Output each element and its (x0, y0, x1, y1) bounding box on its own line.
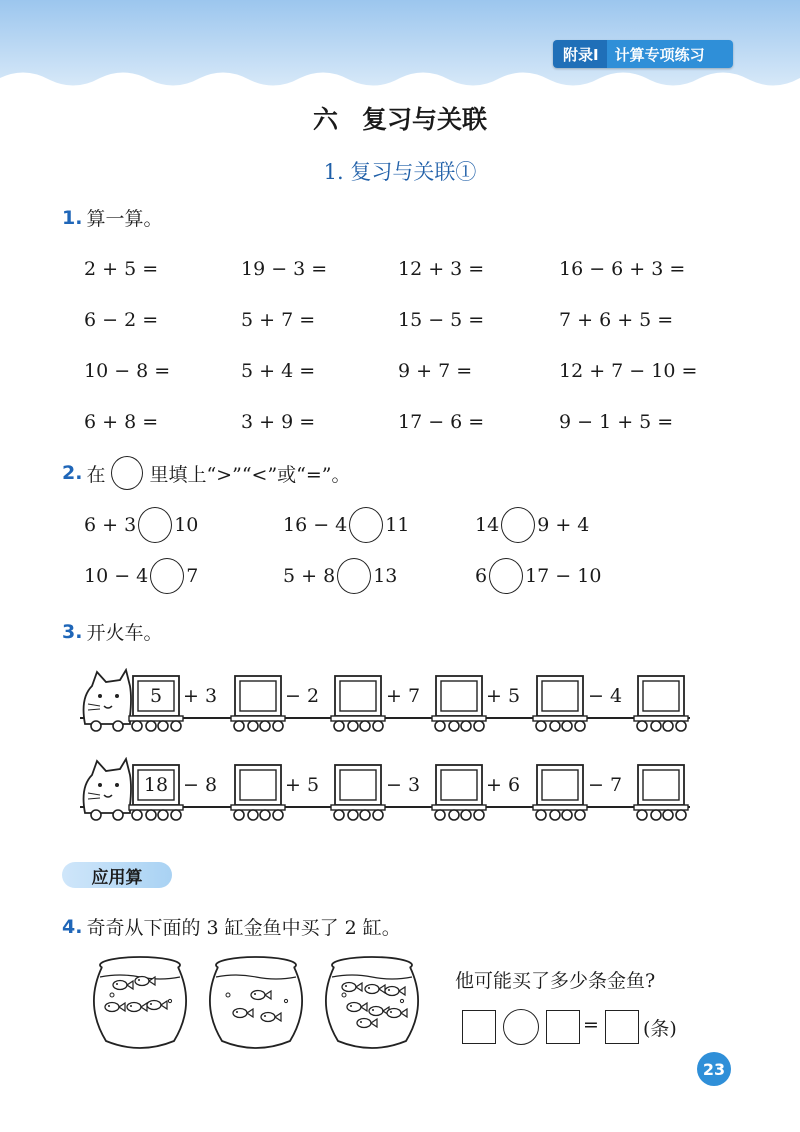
q1-prompt: 算一算。 (86, 208, 163, 230)
train-answer-box[interactable] (340, 681, 376, 711)
q2-heading (62, 456, 351, 490)
q2-prompt-b: 里填上“>”“<”或“=”。 (149, 463, 351, 486)
q4-heading (62, 913, 401, 940)
q4-number: 4. (62, 915, 83, 938)
q4-prompt: 奇奇从下面的 3 缸金鱼中买了 2 缸。 (86, 917, 401, 939)
chapter-title (0, 100, 800, 136)
train-answer-box[interactable] (542, 681, 578, 711)
equation-2-1: 6 − 2 = (84, 309, 159, 331)
compare-right: 11 (385, 514, 410, 536)
chapter-number: 六 (312, 105, 338, 134)
compare-blank-circle[interactable] (501, 507, 535, 543)
q2-prompt-a: 在 (86, 463, 106, 486)
compare-left: 6 (475, 565, 488, 587)
compare-right: 13 (373, 565, 398, 587)
train-answer-box[interactable] (240, 770, 276, 800)
equation-4-2: 3 + 9 = (241, 411, 316, 433)
train-start-value: 18 (143, 774, 169, 796)
cat-engine-icon (84, 670, 131, 731)
equation-1-4: 16 − 6 + 3 = (559, 258, 686, 280)
train-operation: + 5 (285, 774, 320, 796)
q2-number: 2. (62, 462, 83, 484)
train-operation: − 4 (588, 685, 623, 707)
train-operation: + 3 (183, 685, 218, 707)
lesson-title: 1. 复习与关联① (323, 160, 477, 184)
train-answer-box[interactable] (643, 770, 679, 800)
compare-left: 5 + 8 (283, 565, 336, 587)
equation-1-2: 19 − 3 = (241, 258, 328, 280)
train-answer-box[interactable] (643, 681, 679, 711)
compare-item-3 (475, 507, 589, 543)
compare-left: 6 + 3 (84, 514, 137, 536)
q3-prompt: 开火车。 (86, 622, 163, 644)
equation-3-4: 12 + 7 − 10 = (559, 360, 698, 382)
compare-blank-circle[interactable] (349, 507, 383, 543)
q1-heading (62, 204, 162, 231)
equation-2-2: 5 + 7 = (241, 309, 316, 331)
compare-item-5 (283, 558, 397, 594)
chapter-name: 复习与关联 (362, 105, 488, 134)
equation-2-4: 7 + 6 + 5 = (559, 309, 674, 331)
train-answer-box[interactable] (441, 770, 477, 800)
train-answer-box[interactable] (542, 770, 578, 800)
q4-question: 他可能买了多少条金鱼? (455, 970, 656, 992)
equation-3-2: 5 + 4 = (241, 360, 316, 382)
train-operation: + 7 (386, 685, 421, 707)
equation-3-3: 9 + 7 = (398, 360, 473, 382)
train-operation: − 2 (285, 685, 320, 707)
equation-4-1: 6 + 8 = (84, 411, 159, 433)
compare-item-2 (283, 507, 409, 543)
fish-bowl-3 (326, 957, 418, 1048)
equation-3-1: 10 − 8 = (84, 360, 171, 382)
compare-blank-circle[interactable] (150, 558, 184, 594)
compare-blank-circle[interactable] (337, 558, 371, 594)
train-operation: + 6 (486, 774, 521, 796)
fish-bowls-illustration (90, 955, 420, 1055)
apply-section-label: 应用算 (62, 862, 172, 888)
appendix-label: 附录Ⅰ (553, 40, 607, 68)
page-number: 23 (697, 1052, 731, 1086)
train-operation: − 3 (386, 774, 421, 796)
compare-item-1 (84, 507, 198, 543)
q3-number: 3. (62, 620, 83, 643)
q1-number: 1. (62, 206, 83, 229)
equation-4-4: 9 − 1 + 5 = (559, 411, 674, 433)
fish-bowl-2 (210, 957, 302, 1048)
cat-engine-icon (84, 759, 131, 820)
blank-circle-icon (111, 456, 143, 490)
equation-1-3: 12 + 3 = (398, 258, 485, 280)
equals-sign: = (583, 1014, 599, 1036)
fish-bowl-1 (94, 957, 186, 1048)
compare-blank-circle[interactable] (489, 558, 523, 594)
compare-blank-circle[interactable] (138, 507, 172, 543)
appendix-badge (553, 40, 733, 68)
train-answer-box[interactable] (340, 770, 376, 800)
compare-right: 17 − 10 (525, 565, 602, 587)
compare-item-6 (475, 558, 601, 594)
train-operation: + 5 (486, 685, 521, 707)
answer-box-result[interactable] (605, 1010, 639, 1044)
compare-left: 14 (475, 514, 500, 536)
train-operation: − 8 (183, 774, 218, 796)
train-start-value: 5 (149, 685, 163, 707)
train-answer-box[interactable] (441, 681, 477, 711)
train-answer-box[interactable] (240, 681, 276, 711)
equation-4-3: 17 − 6 = (398, 411, 485, 433)
answer-box-2[interactable] (546, 1010, 580, 1044)
compare-right: 9 + 4 (537, 514, 590, 536)
compare-left: 10 − 4 (84, 565, 149, 587)
compare-item-4 (84, 558, 198, 594)
equation-2-3: 15 − 5 = (398, 309, 485, 331)
compare-right: 10 (174, 514, 199, 536)
section-label: 计算专项练习 (607, 40, 733, 68)
q3-heading (62, 618, 162, 645)
answer-box-1[interactable] (462, 1010, 496, 1044)
compare-left: 16 − 4 (283, 514, 348, 536)
answer-operator-circle[interactable] (503, 1009, 539, 1045)
train-operation: − 7 (588, 774, 623, 796)
compare-right: 7 (186, 565, 199, 587)
unit-label: (条) (643, 1018, 677, 1040)
equation-1-1: 2 + 5 = (84, 258, 159, 280)
